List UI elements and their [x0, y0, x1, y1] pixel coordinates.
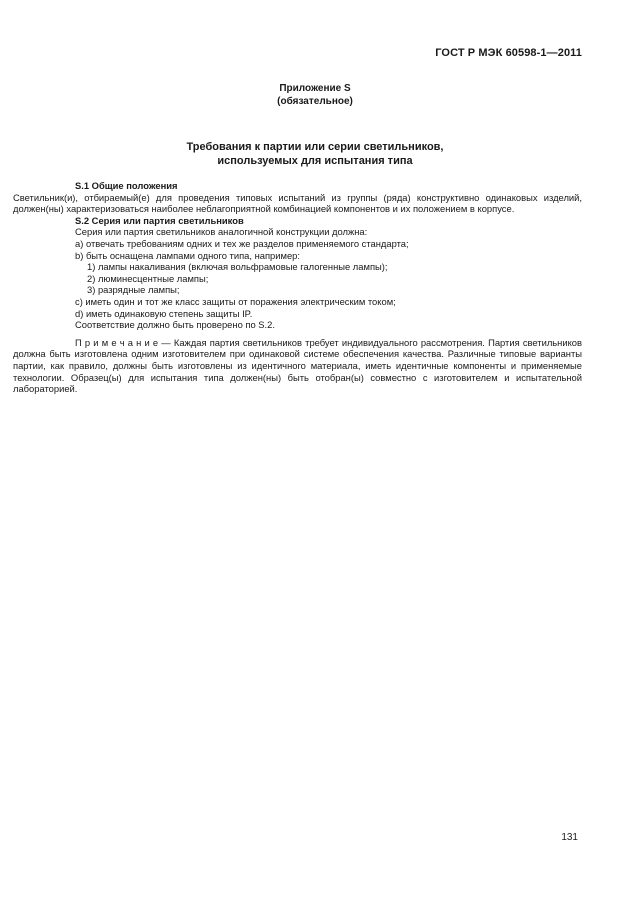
annex-label: Приложение S — [279, 83, 351, 94]
note-text: П р и м е ч а н и е — Каждая партия светильников требует индивидуального рассмотрения. Партия светильников должна быть изготовлена одним изготовителем при одинаковой системе обеспечения качества. Различные типовые варианты партии, как правило, должны быть изготовлены из идентичного материала, иметь идентичные компоненты и применяемые технологии. Образец(ы) для испытания типа должен(ны) быть отобран(ы) совместно с изготовителем и испытательной лабораторией. — [13, 336, 582, 395]
page-number: 131 — [561, 832, 578, 843]
list-item-c: с) иметь один и тот же класс защиты от поражения электрическим током; — [75, 295, 396, 307]
section-s1-text: Светильник(и), отбираемый(е) для проведения типовых испытаний из группы (ряда) конструктивно одинаковых изделий, должен(ны) характеризоваться наиболее неблагоприятной комбинацией компонентов и их положением в корпусе. — [13, 191, 582, 215]
list-item-b: b) быть оснащена лампами одного типа, например: — [75, 249, 300, 261]
section-s1-paragraph — [13, 192, 582, 215]
document-code: ГОСТ Р МЭК 60598-1—2011 — [435, 47, 582, 59]
document-body — [13, 180, 582, 395]
section-heading-s1: S.1 Общие положения — [75, 180, 178, 191]
list-item-a: а) отвечать требованиям одних и тех же разделов применяемого стандарта; — [75, 237, 409, 249]
annex-title-line-2: используемых для испытания типа — [217, 155, 413, 167]
sub-item-2: 2) люминесцентные лампы; — [87, 272, 209, 284]
annex-heading — [0, 82, 630, 108]
sub-item-1: 1) лампы накаливания (включая вольфрамовые галогенные лампы); — [87, 261, 388, 273]
section-s2-intro: Серия или партия светильников аналогичной конструкции должна: — [75, 226, 368, 238]
conformity-statement: Соответствие должно быть проверено по S.2. — [75, 319, 275, 331]
annex-title — [0, 140, 630, 168]
annex-title-line-1: Требования к партии или серии светильников, — [186, 141, 444, 153]
list-item-d: d) иметь одинаковую степень защиты IP. — [75, 307, 253, 319]
note-block — [13, 337, 582, 395]
sub-item-3: 3) разрядные лампы; — [87, 284, 180, 296]
section-heading-s2: S.2 Серия или партия светильников — [75, 214, 244, 226]
annex-status: (обязательное) — [277, 96, 353, 107]
